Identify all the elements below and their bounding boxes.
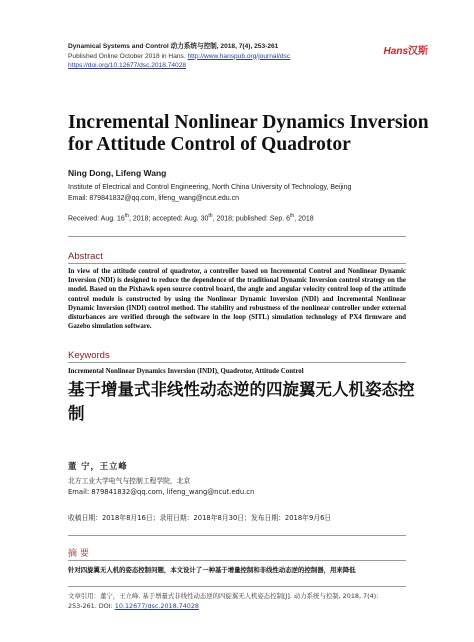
keywords-text: Incremental Nonlinear Dynamics Inversion (INDI), Quadrotor, Attitude Control [68, 368, 304, 375]
doi-link[interactable]: https://doi.org/10.12677/dsc.2018.74028 [68, 62, 187, 70]
citation-doi-link[interactable]: 10.12677/dsc.2018.74028 [114, 601, 199, 610]
divider [68, 560, 406, 561]
chinese-email: Email: 879841832@qq.com, lifeng_wang@ncut.edu.cn [68, 488, 255, 496]
divider [68, 535, 406, 536]
divider [68, 362, 406, 363]
received-label: Received: Aug. 16 [68, 215, 125, 223]
published-sup: th [290, 213, 295, 219]
chinese-affiliation-block [68, 476, 428, 498]
accepted-sup: th [208, 213, 213, 219]
chinese-authors: 董 宁，王立峰 [68, 461, 128, 471]
abstract-text: In view of the attitude control of quadrotor, a controller based on Incremental Control and Nonlinear Dynamic Inversion (NDI) is designed to reduce the dependence of the traditional Dynamic Inversion control strategy on the model. Based on the Pixhawk open source control board, the angle and angular velocity control loop of the attitude control module is constructed by using the Nonlinear Dynamic Inversion (NDI) and Incremental Nonlinear Dynamic Inversion (INDI) control method. The stability and robustness of the nonlinear controller under external disturbances are verified through the software in the loop (SITL) simulation technology of PX4 firmware and Gazebo simulation software. [68, 268, 406, 331]
abstract-heading: Abstract [68, 251, 103, 262]
published-prefix: Published Online October 2018 in Hans. [68, 52, 188, 60]
chinese-title: 基于增量式非线性动态逆的四旋翼无人机姿态控制 [68, 380, 415, 423]
year-tail: , 2018 [294, 215, 314, 223]
published-label: , 2018; published: Sep. 6 [212, 215, 291, 223]
citation-text: 董宁，王立峰. 基于增量式非线性动态逆的四旋翼无人机姿态控制[J]. 动力系统与控制, 2018, 7(4): [99, 592, 379, 600]
logo-cjk: 汉斯 [408, 46, 428, 57]
citation-line-2 [68, 602, 418, 612]
journal-line: Dynamical Systems and Control 动力系统与控制, 2018, 7(4), 253-261 [68, 43, 279, 50]
chinese-affiliation: 北方工业大学电气与控制工程学院，北京 [68, 477, 191, 485]
citation-line-1 [68, 592, 418, 602]
journal-url-link[interactable]: http://www.hanspub.org/journal/dsc [187, 52, 291, 60]
hans-logo [384, 42, 428, 57]
published-line [68, 52, 428, 62]
logo-latin: Hans [383, 46, 408, 57]
paper-title: Incremental Nonlinear Dynamics Inversion for Attitude Control of Quadrotor [68, 112, 429, 155]
received-sup: th [124, 213, 129, 219]
chinese-abstract-heading: 摘 要 [68, 549, 89, 559]
citation-label: 文章引用： [68, 592, 100, 600]
divider [68, 236, 406, 237]
divider [68, 263, 406, 264]
accepted-label: , 2018; accepted: Aug. 30 [129, 215, 209, 223]
affiliation-block [68, 182, 428, 204]
affiliation: Institute of Electrical and Control Engineering, North China University of Technology, Beijing [68, 184, 352, 191]
chinese-abstract-text: 针对四旋翼无人机的姿态控制问题，本文设计了一种基于增量控制和非线性动态逆的控制器，用来降低 [68, 566, 356, 574]
email: Email: 879841832@qq.com, lifeng_wang@ncut.edu.cn [68, 195, 240, 202]
authors: Ning Dong, Lifeng Wang [68, 168, 167, 178]
chinese-dates: 收稿日期：2018年8月16日；录用日期：2018年8月30日；发布日期：2018年9月6日 [68, 514, 332, 522]
footer-divider [68, 586, 406, 587]
citation-pages: 253-261. DOI: [68, 601, 115, 610]
journal-header [68, 42, 428, 71]
keywords-heading: Keywords [68, 350, 110, 361]
received-dates [68, 213, 428, 222]
citation-footer [68, 592, 418, 611]
